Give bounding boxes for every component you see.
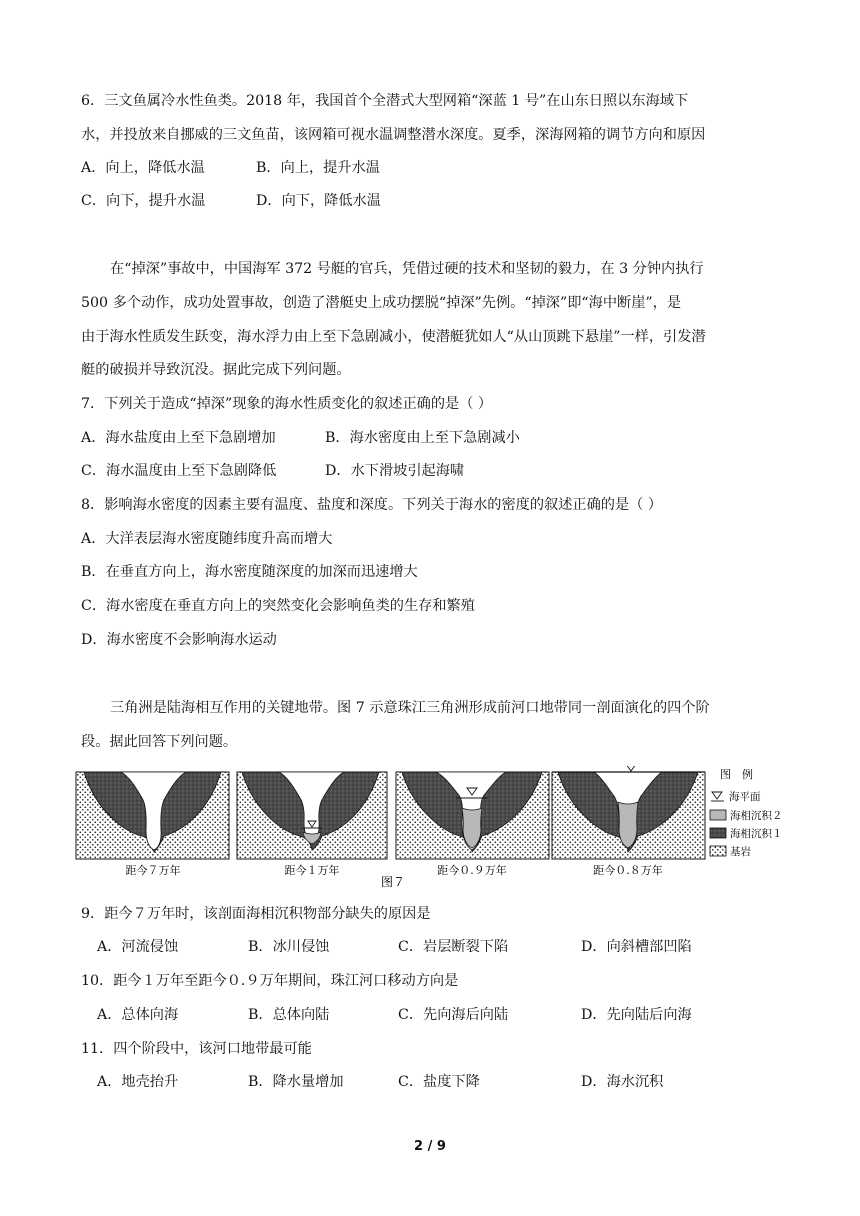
q10-option-d[interactable]: D．先向陆后向海 (581, 1007, 692, 1023)
q6-stem-line-1: 6．三文鱼属冷水性鱼类。2018 年，我国首个全潜式大型网箱“深蓝 1 号”在山东日照以东海域下 (81, 93, 689, 109)
q6-option-c[interactable]: C．向下，提升水温 (81, 193, 206, 209)
q8-stem: 8．影响海水密度的因素主要有温度、盐度和深度。下列关于海水的密度的叙述正确的是（ ） (81, 497, 663, 513)
legend-sediment-2-swatch (710, 810, 726, 820)
q7-option-b[interactable]: B．海水密度由上至下急剧减小 (325, 430, 520, 446)
passage1-line-4: 艇的破损并导致沉没。据此完成下列问题。 (81, 362, 351, 378)
page-number: 2 / 9 (414, 1139, 446, 1154)
legend-bedrock-swatch (710, 846, 726, 856)
panel-label-4: 距今０.８万年 (593, 864, 663, 877)
q7-options-row-1 (81, 428, 781, 448)
q7-option-d[interactable]: D．水下滑坡引起海啸 (325, 463, 465, 479)
legend-sediment-1-swatch (710, 828, 726, 838)
q11-option-c[interactable]: C．盐度下降 (398, 1074, 480, 1090)
q7-option-a[interactable]: A．海水盐度由上至下急剧增加 (81, 430, 276, 446)
q10-option-b[interactable]: B．总体向陆 (248, 1007, 330, 1023)
q8-option-b[interactable]: B．在垂直方向上，海水密度随深度的加深而迅速增大 (81, 564, 418, 580)
panel-9k-years (396, 772, 549, 859)
panel-label-3: 距今０.９万年 (437, 864, 507, 877)
q10-option-c[interactable]: C．先向海后向陆 (398, 1007, 509, 1023)
q11-options-row (97, 1072, 797, 1092)
passage2-line-2: 段。据此回答下列问题。 (81, 734, 238, 750)
q10-stem: 10．距今１万年至距今０.９万年期间，珠江河口移动方向是 (81, 973, 459, 989)
panel-8k-years (552, 766, 705, 859)
q7-stem: 7．下列关于造成“掉深”现象的海水性质变化的叙述正确的是（ ） (81, 396, 493, 412)
legend-title: 图 例 (720, 768, 753, 781)
figure-caption: 图７ (380, 875, 406, 889)
estuary-profile-figure (74, 766, 786, 892)
q6-option-a[interactable]: A．向上，降低水温 (81, 160, 205, 176)
q11-option-a[interactable]: A．地壳抬升 (97, 1074, 179, 1090)
passage1-line-1: 在“掉深”事故中，中国海军 372 号艇的官兵，凭借过硬的技术和坚韧的毅力，在 3 分钟内执行 (110, 261, 704, 277)
passage1-line-2: 500 多个动作，成功处置事故，创造了潜艇史上成功摆脱“掉深”先例。“掉深”即“海中断崖”，是 (81, 295, 682, 311)
q7-option-c[interactable]: C．海水温度由上至下急剧降低 (81, 463, 277, 479)
q8-option-a[interactable]: A．大洋表层海水密度随纬度升高而增大 (81, 531, 333, 547)
q9-option-c[interactable]: C．岩层断裂下陷 (398, 939, 509, 955)
q6-option-d[interactable]: D．向下，降低水温 (256, 193, 381, 209)
passage2-line-1: 三角洲是陆海相互作用的关键地带。图 7 示意珠江三角洲形成前河口地带同一剖面演化的四个阶 (110, 700, 710, 716)
legend-label-sea-level: 海平面 (729, 791, 761, 803)
q6-options-row-2 (81, 191, 781, 211)
q10-options-row (97, 1005, 797, 1025)
q7-options-row-2 (81, 461, 781, 481)
q6-options-row-1 (81, 158, 781, 178)
legend-label-bedrock: 基岩 (730, 846, 751, 858)
q9-option-a[interactable]: A．河流侵蚀 (97, 939, 179, 955)
q11-option-d[interactable]: D．海水沉积 (581, 1074, 664, 1090)
q9-option-d[interactable]: D．向斜槽部凹陷 (581, 939, 692, 955)
legend-label-sediment-2: 海相沉积２ (730, 810, 783, 822)
panel-70k-years (76, 772, 229, 859)
q8-option-d[interactable]: D．海水密度不会影响海水运动 (81, 632, 277, 648)
passage1-line-3: 由于海水性质发生跃变，海水浮力由上至下急剧减小，使潜艇犹如人“从山顶跳下悬崖”一样，引发潜 (81, 329, 706, 345)
q6-stem-line-2: 水，并投放来自挪威的三文鱼苗，该网箱可视水温调整潜水深度。夏季，深海网箱的调节方向和原因 (81, 127, 706, 143)
q6-option-b[interactable]: B．向上，提升水温 (256, 160, 380, 176)
q9-option-b[interactable]: B．冰川侵蚀 (248, 939, 330, 955)
q11-stem: 11．四个阶段中，该河口地带最可能 (81, 1041, 312, 1057)
sea-level-marker-8k (626, 766, 636, 771)
q10-option-a[interactable]: A．总体向海 (97, 1007, 179, 1023)
panel-10k-years (237, 772, 387, 859)
q11-option-b[interactable]: B．降水量增加 (248, 1074, 344, 1090)
q9-options-row (97, 937, 797, 957)
legend-label-sediment-1: 海相沉积１ (730, 828, 783, 840)
q8-option-c[interactable]: C．海水密度在垂直方向上的突然变化会影响鱼类的生存和繁殖 (81, 598, 475, 614)
legend (710, 767, 783, 858)
q9-stem: 9．距今７万年时，该剖面海相沉积物部分缺失的原因是 (81, 906, 431, 922)
panel-label-2: 距今１万年 (284, 864, 340, 877)
panel-label-1: 距今７万年 (125, 864, 181, 877)
legend-sea-level-icon (712, 792, 722, 799)
